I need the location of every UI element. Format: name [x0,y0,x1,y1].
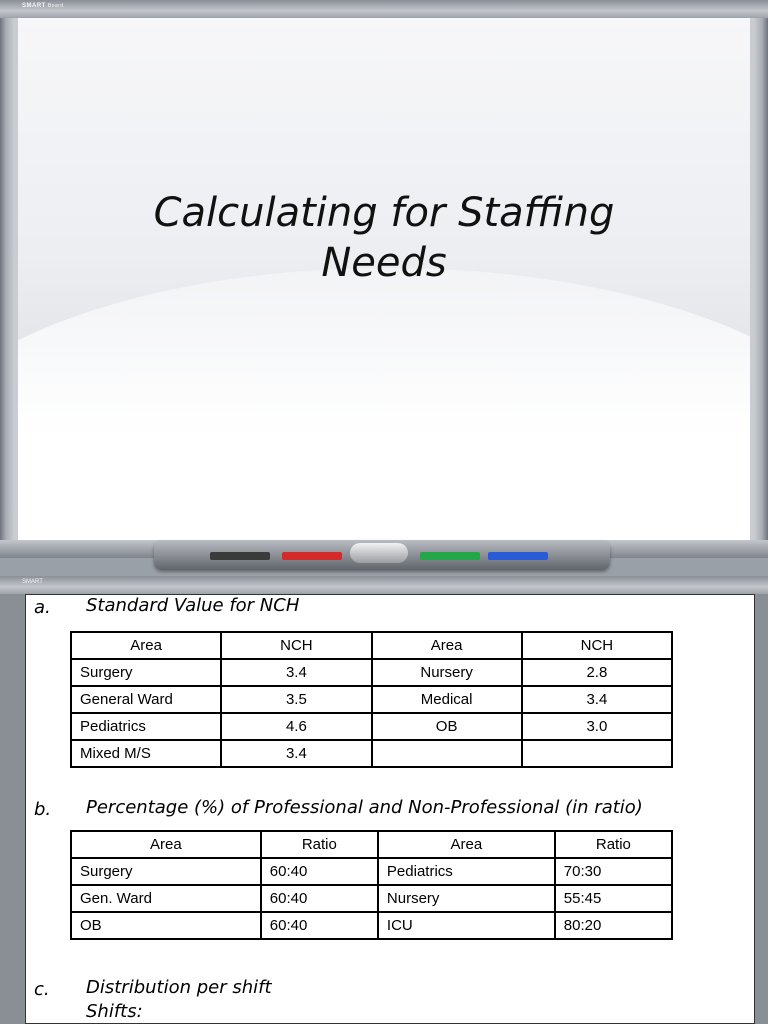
table-row [71,686,672,713]
section-a-heading: Standard Value for NCH [86,595,300,616]
board-top-rail [0,0,768,18]
section-a-label: a. [34,597,51,618]
table-cell: 3.0 [522,713,672,740]
slide-title-line1: Calculating for Staffing [153,190,615,236]
table-cell: ICU [378,912,555,939]
black-pen-icon[interactable] [210,552,270,560]
red-pen-icon[interactable] [282,552,342,560]
table-cell: 3.4 [221,659,371,686]
table-cell: Pediatrics [378,858,555,885]
table-row [71,885,672,912]
table-cell: 55:45 [555,885,672,912]
document-page [25,594,755,1024]
table-cell: 60:40 [261,858,378,885]
section-b-heading: Percentage (%) of Professional and Non-Professional (in ratio) [86,797,643,818]
table-header-cell: Area [378,831,555,858]
nch-table [70,631,673,768]
table-cell: 2.8 [522,659,672,686]
table-cell [522,740,672,767]
table-cell: 3.4 [522,686,672,713]
table-cell: Surgery [71,659,221,686]
table-header-cell: Area [372,632,522,659]
table-cell: Medical [372,686,522,713]
table-header-row [71,632,672,659]
document-slide [0,576,768,1024]
table-cell: Nursery [372,659,522,686]
brand-logo: SMART [22,579,43,585]
table-cell: Gen. Ward [71,885,261,912]
section-c-heading: Distribution per shift [86,977,272,998]
table-row [71,740,672,767]
table-cell: OB [71,912,261,939]
table-row [71,858,672,885]
table-row [71,713,672,740]
table-cell: 80:20 [555,912,672,939]
table-header-cell: Ratio [555,831,672,858]
table-header-row [71,831,672,858]
table-cell: 60:40 [261,912,378,939]
table-cell: Surgery [71,858,261,885]
table-cell [372,740,522,767]
section-c-subheading: Shifts: [86,1001,143,1022]
blue-pen-icon[interactable] [488,552,548,560]
table-header-cell: Ratio [261,831,378,858]
section-c-label: c. [34,979,50,1000]
brand-logo: SMART Board [22,3,64,9]
ratio-table [70,830,673,940]
table-cell: General Ward [71,686,221,713]
section-b-label: b. [34,799,52,820]
table-cell: Nursery [378,885,555,912]
table-cell: 70:30 [555,858,672,885]
doc-top-rail [0,576,768,594]
table-cell: 4.6 [221,713,371,740]
slide-title-line2: Needs [321,240,447,286]
table-cell: 3.5 [221,686,371,713]
table-cell: OB [372,713,522,740]
table-cell: 3.4 [221,740,371,767]
table-header-cell: Area [71,831,261,858]
table-header-cell: NCH [221,632,371,659]
pen-tray [154,540,610,570]
table-cell: Mixed M/S [71,740,221,767]
table-cell: 60:40 [261,885,378,912]
background-swoosh [18,268,750,540]
table-row [71,659,672,686]
table-row [71,912,672,939]
table-cell: Pediatrics [71,713,221,740]
table-header-cell: Area [71,632,221,659]
table-header-cell: NCH [522,632,672,659]
eraser-icon[interactable] [350,543,408,563]
green-pen-icon[interactable] [420,552,480,560]
slide-title [0,188,768,288]
